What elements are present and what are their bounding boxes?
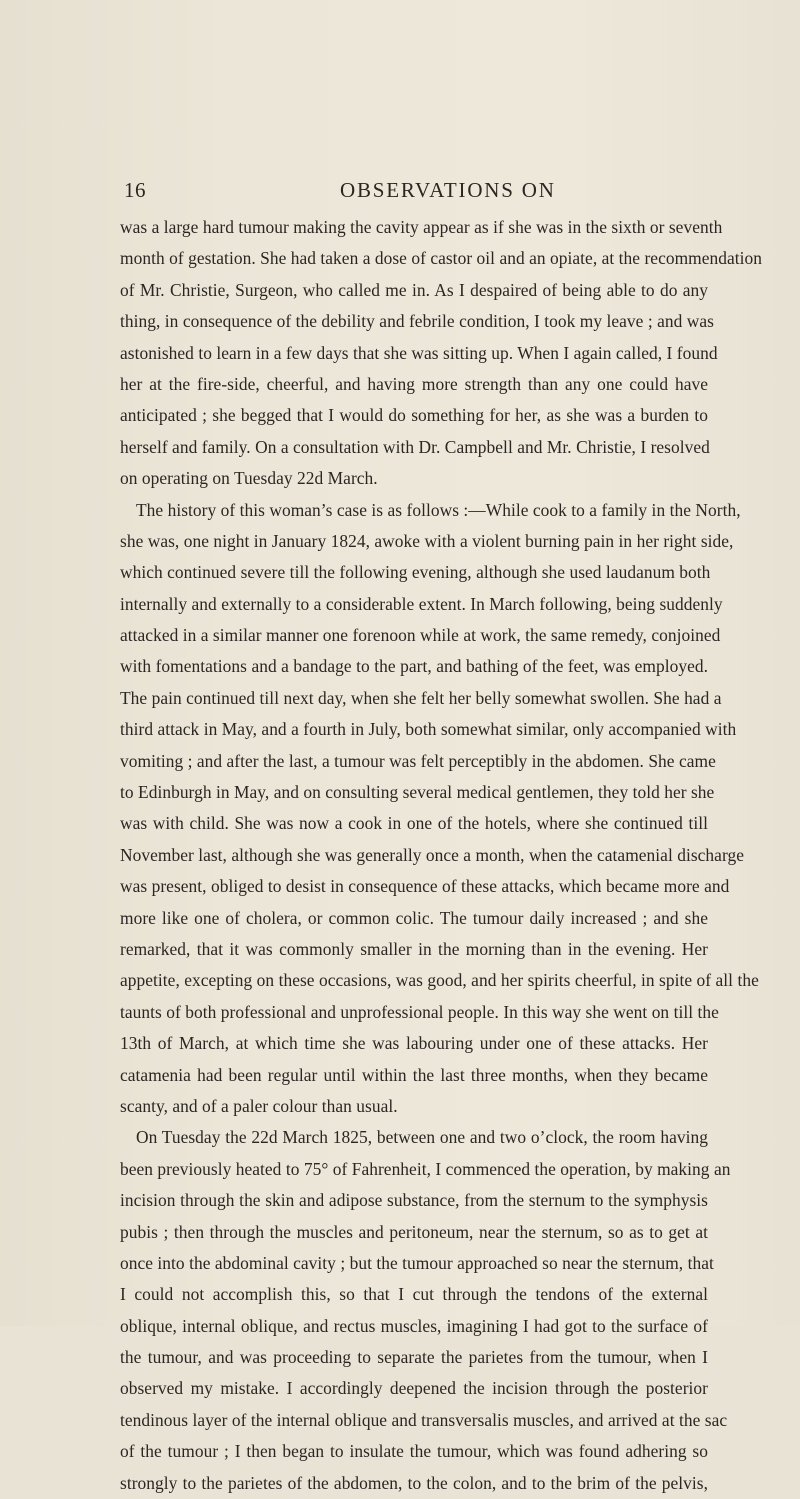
text-line: remarked, that it was commonly smaller in the morning than in the evening. Her xyxy=(120,938,708,959)
text-line: incision through the skin and adipose substance, from the sternum to the symphysis xyxy=(120,1190,708,1211)
paragraph-start: On Tuesday the 22d March 1825, between one and two o’clock, the room having xyxy=(136,1127,708,1148)
text-line: November last, although she was generally once a month, when the catamenial discharge xyxy=(120,844,744,865)
text-line: with fomentations and a bandage to the part, and bathing of the feet, was employed. xyxy=(120,656,708,677)
text-line: astonished to learn in a few days that she was sitting up. When I again called, I found xyxy=(120,342,718,363)
text-line: observed my mistake. I accordingly deepened the incision through the posterior xyxy=(120,1378,708,1399)
text-line: to Edinburgh in May, and on consulting several medical gentlemen, they told her she xyxy=(120,782,715,803)
text-line: which continued severe till the following evening, although she used laudanum both xyxy=(120,562,711,583)
text-line: anticipated ; she begged that I would do something for her, as she was a burden to xyxy=(120,405,708,426)
text-line: was with child. She was now a cook in one of the hotels, where she continued till xyxy=(120,813,708,834)
text-line: month of gestation. She had taken a dose of castor oil and an opiate, at the recommendation xyxy=(120,248,763,269)
text-line: scanty, and of a paler colour than usual. xyxy=(120,1095,398,1116)
text-line: been previously heated to 75° of Fahrenheit, I commenced the operation, by making an xyxy=(120,1158,731,1179)
text-line: strongly to the parietes of the abdomen, to the colon, and to the brim of the pelvis, xyxy=(120,1472,708,1493)
page-number: 16 xyxy=(124,178,146,202)
running-head xyxy=(0,172,800,206)
text-line: once into the abdominal cavity ; but the tumour approached so near the sternum, that xyxy=(120,1252,714,1273)
text-line: vomiting ; and after the last, a tumour was felt perceptibly in the abdomen. She came xyxy=(120,750,716,771)
text-line: I could not accomplish this, so that I cut through the tendons of the external xyxy=(120,1284,708,1305)
text-line: was present, obliged to desist in consequence of these attacks, which became more and xyxy=(120,876,730,897)
text-line: of Mr. Christie, Surgeon, who called me in. As I despaired of being able to do any xyxy=(120,279,708,300)
running-title: OBSERVATIONS ON xyxy=(340,178,556,202)
text-line: oblique, internal oblique, and rectus muscles, imagining I had got to the surface of xyxy=(120,1315,708,1336)
text-line: of the tumour ; I then began to insulate the tumour, which was found adhering so xyxy=(120,1441,708,1462)
text-line: herself and family. On a consultation with Dr. Campbell and Mr. Christie, I resolved xyxy=(120,436,710,457)
text-line: internally and externally to a considerable extent. In March following, being suddenly xyxy=(120,593,723,614)
text-line: catamenia had been regular until within the last three months, when they became xyxy=(120,1064,708,1085)
text-line: taunts of both professional and unprofessional people. In this way she went on till the xyxy=(120,1001,719,1022)
text-line: was a large hard tumour making the cavity appear as if she was in the sixth or seventh xyxy=(120,217,723,237)
text-line: attacked in a similar manner one forenoon while at work, the same remedy, conjoined xyxy=(120,625,721,646)
text-line: tendinous layer of the internal oblique and transversalis muscles, and arrived at the sac xyxy=(120,1409,728,1430)
text-line: on operating on Tuesday 22d March. xyxy=(120,468,378,489)
text-line: thing, in consequence of the debility and febrile condition, I took my leave ; and was xyxy=(120,311,714,332)
text-line: appetite, excepting on these occasions, was good, and her spirits cheerful, in spite of all the xyxy=(120,970,759,991)
text-line: her at the fire-side, cheerful, and having more strength than any one could have xyxy=(120,373,708,394)
text-line: more like one of cholera, or common colic. The tumour daily increased ; and she xyxy=(120,907,708,928)
text-line: the tumour, and was proceeding to separate the parietes from the tumour, when I xyxy=(120,1347,708,1368)
text-line: she was, one night in January 1824, awoke with a violent burning pain in her right side, xyxy=(120,530,734,551)
text-line: The pain continued till next day, when she felt her belly somewhat swollen. She had a xyxy=(120,687,722,708)
paragraph-start: The history of this woman’s case is as follows :—While cook to a family in the North, xyxy=(136,499,741,520)
body-text xyxy=(120,212,763,1499)
text-line: pubis ; then through the muscles and peritoneum, near the sternum, so as to get at xyxy=(120,1221,708,1242)
text-line: 13th of March, at which time she was labouring under one of these attacks. Her xyxy=(120,1033,708,1054)
text-line: third attack in May, and a fourth in July, both somewhat similar, only accompanied with xyxy=(120,719,737,740)
